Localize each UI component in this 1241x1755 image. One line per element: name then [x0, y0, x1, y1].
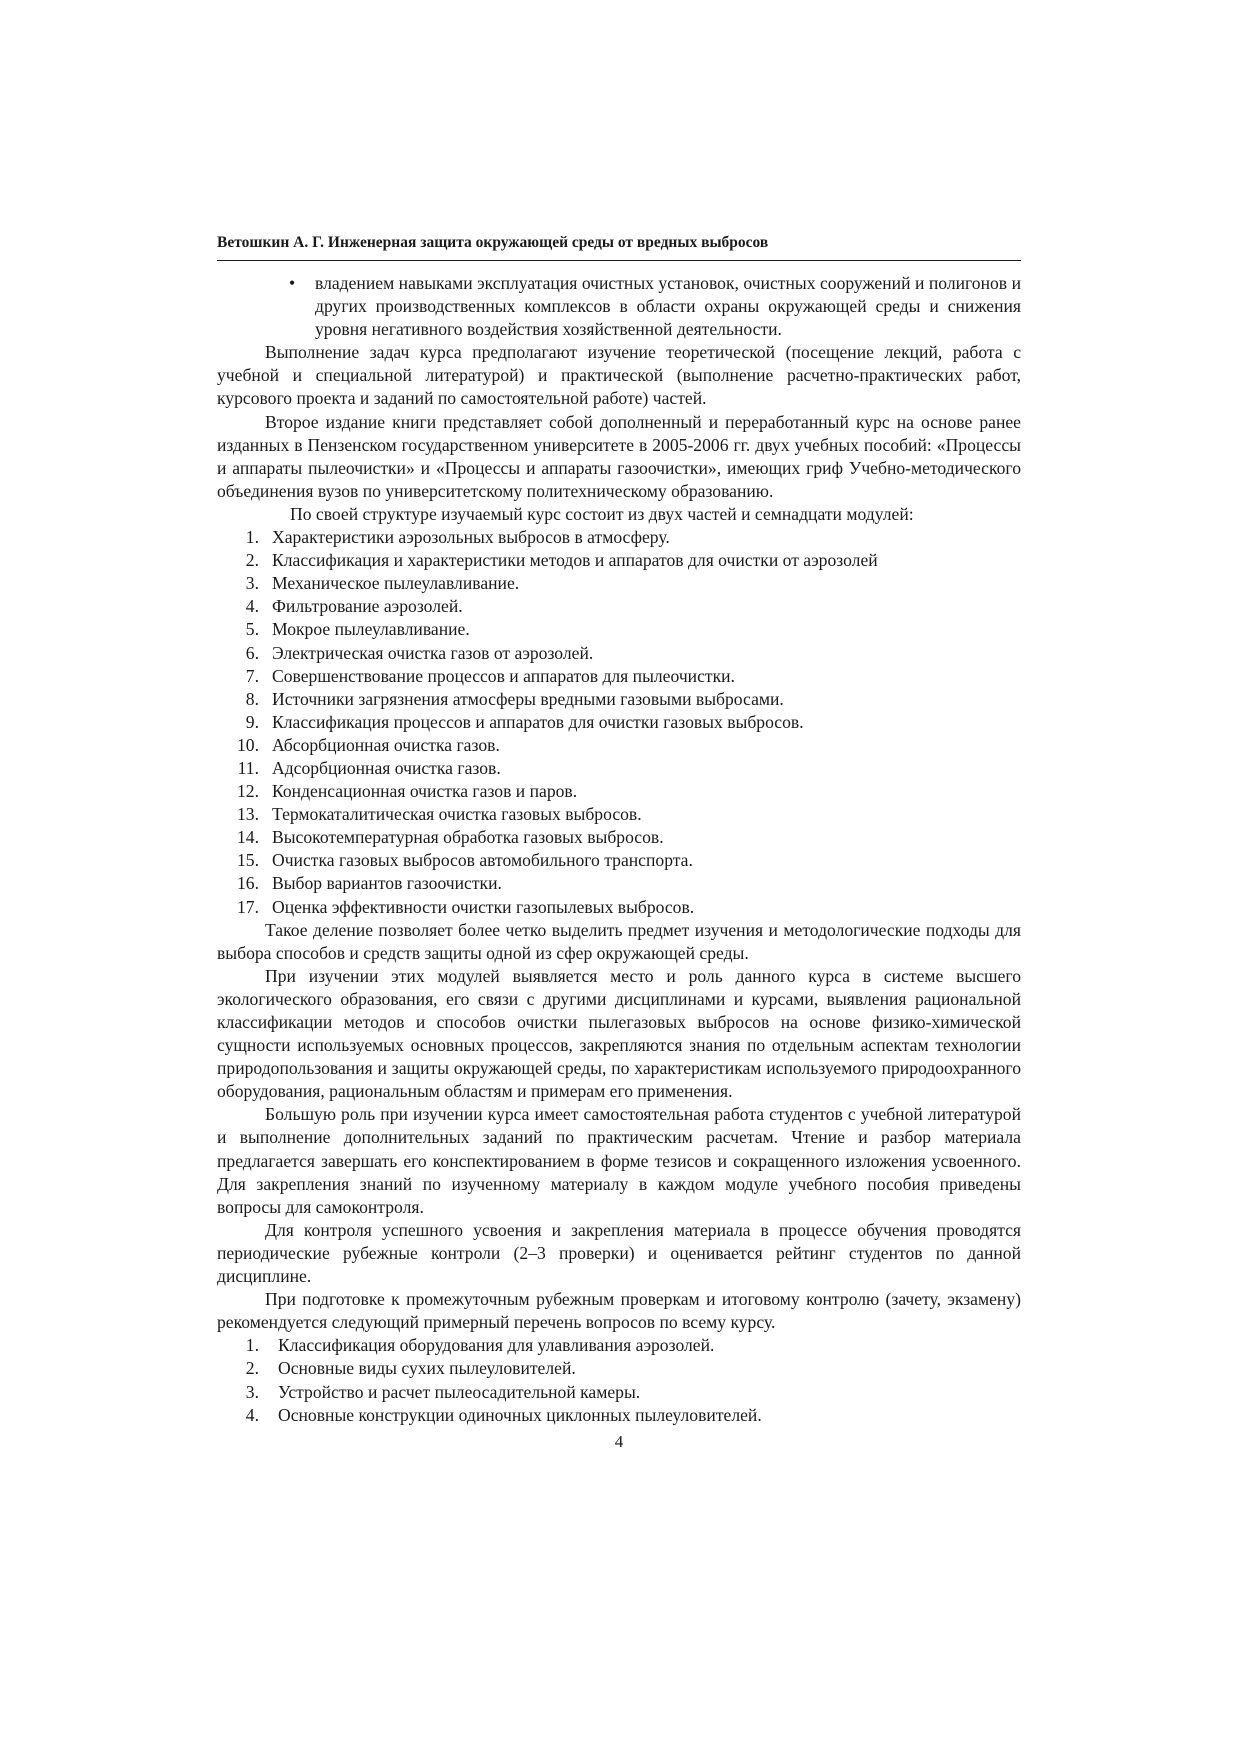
question-list-item: 1. Классификация оборудования для улавливания аэрозолей.	[245, 1335, 715, 1356]
module-list-item: 9. Классификация процессов и аппаратов для очистки газовых выбросов.	[245, 711, 804, 732]
paragraph-division: Такое деление позволяет более четко выделить предмет изучения и методологические подходы для выбора способов и средств защиты одной из сфер окружающей среды.	[217, 919, 1021, 963]
intro-bullet-text: владением навыками эксплуатация очистных установок, очистных сооружений и полигонов и других производственных комплексов в области охраны окружающей среды и снижения уровня негативного воздействия хозяйственной деятельности.	[315, 273, 1021, 340]
module-list-item: 17. Оценка эффективности очистки газопылевых выбросов.	[237, 896, 695, 917]
paragraph-exam-prep: При подготовке к промежуточным рубежным проверкам и итоговому контролю (зачету, экзамену) рекомендуется следующий примерный перечень вопросов по всему курсу.	[217, 1289, 1021, 1333]
module-list-item: 10. Абсорбционная очистка газов.	[237, 734, 500, 755]
paragraph-second-edition: Второе издание книги представляет собой дополненный и переработанный курс на основе ранее изданных в Пензенском государственном университете в 2005-2006 гг. двух учебных пособий: «Процессы и аппараты пылеочистки» и «Процессы и аппараты газоочистки», имеющих гриф Учебно-методического объединения вузов по университетскому политехническому образованию.	[217, 411, 1021, 501]
module-list-item: 6. Электрическая очистка газов от аэрозолей.	[245, 642, 594, 663]
page-body	[217, 272, 1021, 1453]
module-list-item: 11. Адсорбционная очистка газов.	[237, 757, 501, 778]
module-list-item: 4. Фильтрование аэрозолей.	[245, 596, 463, 617]
question-list-item: 3. Устройство и расчет пылеосадительной камеры.	[245, 1381, 641, 1402]
question-list-item: 2. Основные виды сухих пылеуловителей.	[245, 1358, 576, 1379]
module-list-item: 7. Совершенствование процессов и аппаратов для пылеочистки.	[245, 665, 735, 686]
module-list-item: 3. Механическое пылеулавливание.	[245, 573, 520, 594]
module-list-item: 2. Классификация и характеристики методов и аппаратов для очистки от аэрозолей	[245, 550, 878, 571]
page-number: 4	[614, 1431, 624, 1451]
questions-list	[217, 1334, 1021, 1426]
intro-bullet-item	[289, 272, 1021, 341]
module-list-item: 1. Характеристики аэрозольных выбросов в атмосферу.	[245, 527, 670, 548]
modules-list	[217, 526, 1021, 919]
module-list-item: 15. Очистка газовых выбросов автомобильного транспорта.	[237, 850, 693, 871]
module-list-item: 12. Конденсационная очистка газов и паров.	[237, 781, 578, 802]
module-list-item: 5. Мокрое пылеулавливание.	[245, 619, 470, 640]
module-list-item: 16. Выбор вариантов газоочистки.	[237, 873, 502, 894]
running-header: Ветошкин А. Г. Инженерная защита окружающей среды от вредных выбросов	[217, 233, 1021, 261]
module-list-item: 8. Источники загрязнения атмосферы вредными газовыми выбросами.	[245, 688, 784, 709]
bullet-icon: •	[289, 273, 296, 293]
paragraph-self-study: Большую роль при изучении курса имеет самостоятельная работа студентов с учебной литературой и выполнение дополнительных заданий по практическим расчетам. Чтение и разбор материала предлагается завершать его конспектированием в форме тезисов и сокращенного изложения усвоенного. Для закрепления знаний по изученному материалу в каждом модуле учебного пособия приведены вопросы для самоконтроля.	[217, 1104, 1021, 1217]
paragraph-modules-study: При изучении этих модулей выявляется место и роль данного курса в системе высшего экологического образования, его связи с другими дисциплинами и курсами, выявления рациональной классификации методов и способов очистки пылегазовых выбросов на основе физико-химической сущности используемых основных процессов, закрепляются знания по отдельным аспектам технологии природопользования и защиты окружающей среды, по характеристикам используемого природоохранного оборудования, рациональным областям и примерам его применения.	[217, 965, 1021, 1102]
document-page	[217, 233, 1021, 1453]
module-list-item: 14. Высокотемпературная обработка газовых выбросов.	[237, 827, 664, 848]
paragraph-course-structure: По своей структуре изучаемый курс состоит из двух частей и семнадцати модулей:	[290, 503, 914, 524]
paragraph-course-tasks: Выполнение задач курса предполагают изучение теоретической (посещение лекций, работа с учебной и специальной литературой) и практической (выполнение расчетно-практических работ, курсового проекта и заданий по самостоятельной работе) частей.	[217, 342, 1021, 409]
paragraph-control: Для контроля успешного усвоения и закрепления материала в процессе обучения проводятся периодические рубежные контроли (2–3 проверки) и оценивается рейтинг студентов по данной дисциплине.	[217, 1219, 1021, 1287]
module-list-item: 13. Термокаталитическая очистка газовых выбросов.	[237, 804, 642, 825]
question-list-item: 4. Основные конструкции одиночных циклонных пылеуловителей.	[245, 1404, 762, 1425]
